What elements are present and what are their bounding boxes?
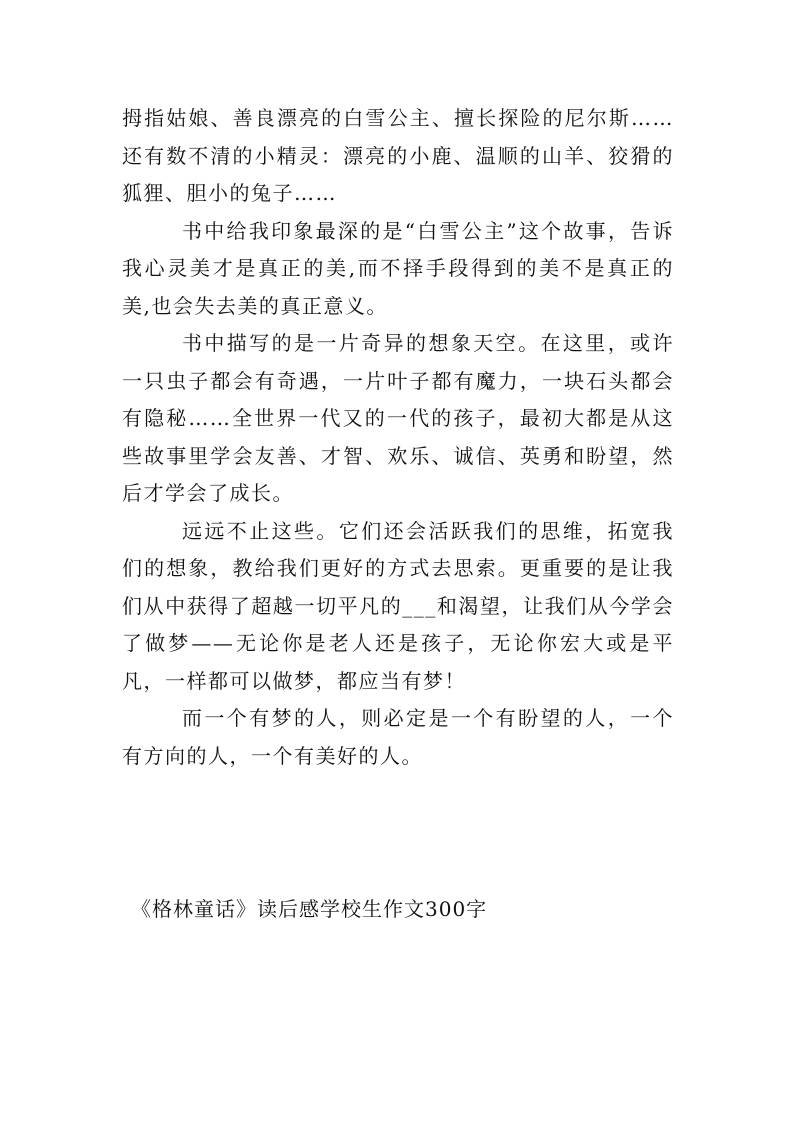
document-body — [122, 100, 674, 775]
paragraph-continuation: 拇指姑娘、善良漂亮的白雪公主、擅长探险的尼尔斯……还有数不清的小精灵：漂亮的小鹿、温顺的山羊、狡猾的狐狸、胆小的兔子…… — [122, 106, 674, 205]
paragraph-conclusion: 而一个有梦的人，则必定是一个有盼望的人，一个有方向的人，一个有美好的人。 — [122, 706, 674, 768]
paragraph-snow-white: 书中给我印象最深的是“白雪公主”这个故事，告诉我心灵美才是真正的美,而不择手段得到的美不是真正的美,也会失去美的真正意义。 — [122, 218, 674, 318]
next-article-title: 《格林童话》读后感学校生作文300字 — [131, 897, 488, 921]
paragraph-imagination: 书中描写的是一片奇异的想象天空。在这里，或许一只虫子都会有奇遇，一片叶子都有魔力，一块石头都会有隐秘……全世界一代又的一代的孩子，最初大都是从这些故事里学会友善、才智、欢乐、诚信、英勇和盼望，然后才学会了成长。 — [122, 331, 674, 505]
paragraph-dreams: 远远不止这些。它们还会活跃我们的思维，拓宽我们的想象，教给我们更好的方式去思索。更重要的是让我们从中获得了超越一切平凡的___和渴望，让我们从今学会了做梦——无论你是老人还是孩子，无论你宏大或是平凡，一样都可以做梦，都应当有梦！ — [122, 518, 674, 693]
